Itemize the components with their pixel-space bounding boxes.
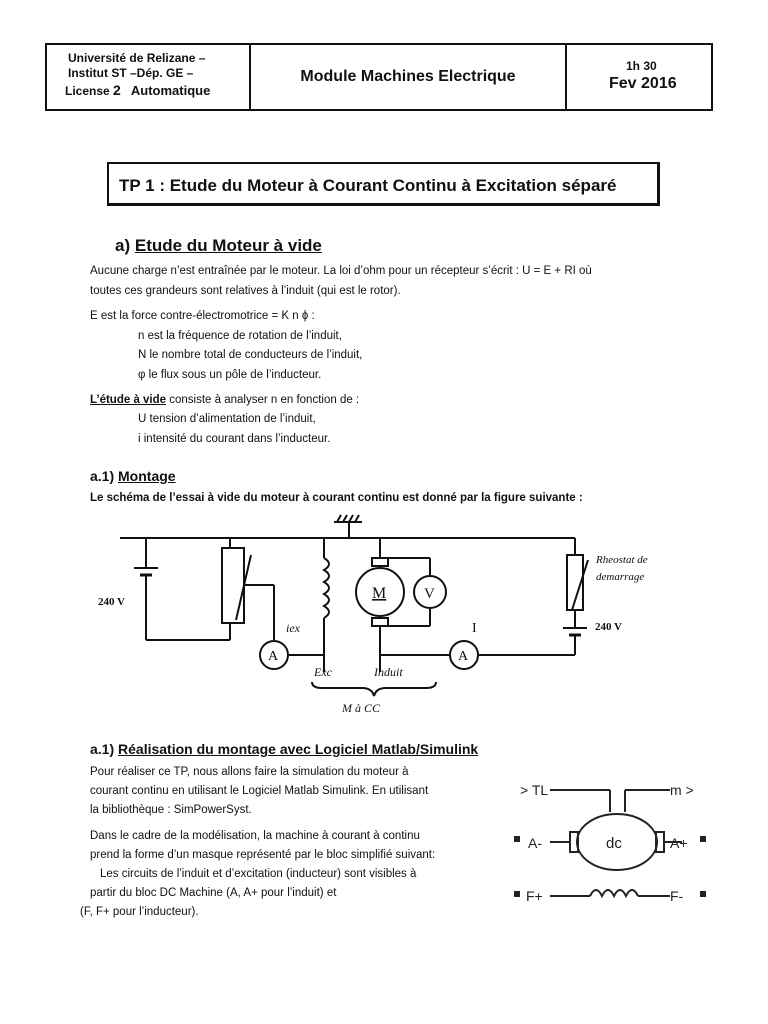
study-U: U tension d’alimentation de l’induit, xyxy=(138,413,316,425)
simulink-p2-line1: Dans le cadre de la modélisation, la machine à courant à continu xyxy=(90,830,420,842)
tp-title: TP 1 : Etude du Moteur à Courant Continu à Excitation séparé xyxy=(119,176,617,195)
exc-label: Exc xyxy=(314,665,332,679)
motor-brush-bottom xyxy=(372,618,388,626)
port-f-plus xyxy=(514,891,520,897)
ammeter-right-label: A xyxy=(458,649,469,664)
ammeter-left-label: A xyxy=(268,649,279,664)
circuit-diagram xyxy=(90,510,710,720)
institution-line2: Institut ST –Dép. GE – xyxy=(68,66,194,80)
machine-bracket xyxy=(312,682,436,696)
institution-cell xyxy=(47,45,251,109)
montage-title: Montage xyxy=(118,468,176,484)
tp-title-box xyxy=(107,162,660,206)
def-N: N le nombre total de conducteurs de l’induit, xyxy=(138,349,363,361)
dc-label: dc xyxy=(606,835,622,852)
excitation-coil xyxy=(324,558,329,618)
license-line xyxy=(47,83,249,99)
study-i: i intensité du courant dans l’inducteur. xyxy=(138,433,331,445)
duration: 1h 30 xyxy=(626,59,657,73)
study-line xyxy=(90,390,359,410)
ground-symbol xyxy=(334,515,362,538)
left-voltage-label: 240 V xyxy=(98,596,125,608)
rheostat-label-line2: demarrage xyxy=(596,571,645,583)
tl-label: > TL xyxy=(520,782,549,798)
f-minus-label: F- xyxy=(670,888,684,904)
simulink-title: Réalisation du montage avec Logiciel Matlab/Simulink xyxy=(118,741,479,757)
port-f-minus xyxy=(700,891,706,897)
current-I-label: I xyxy=(472,621,477,636)
section-a-title: Etude du Moteur à vide xyxy=(134,236,322,255)
section-a-heading xyxy=(115,236,322,256)
m-label: m > xyxy=(670,782,694,798)
montage-text: Le schéma de l’essai à vide du moteur à courant continu est donné par la figure suivante : xyxy=(90,492,583,504)
section-a-label: a) xyxy=(115,236,131,255)
montage-label: a.1) xyxy=(90,468,115,484)
simulink-p1-line1: Pour réaliser ce TP, nous allons faire la simulation du moteur à xyxy=(90,766,409,778)
rheostat-right-wiper xyxy=(572,560,588,610)
license-option: Automatique xyxy=(130,83,211,98)
rheostat-label-line1: Rheostat de xyxy=(596,554,648,566)
f-plus-label: F+ xyxy=(526,888,543,904)
rheostat-left xyxy=(222,548,244,623)
simulink-p1-line2: courant continu en utilisant le Logiciel Matlab Simulink. En utilisant xyxy=(90,785,429,797)
dc-machine-block xyxy=(510,772,710,922)
study-label: L’étude à vide xyxy=(90,394,167,406)
voltmeter-label: V xyxy=(424,586,435,602)
simulink-label: a.1) xyxy=(90,741,115,757)
license-label: License xyxy=(65,84,110,98)
machine-label: M à CC xyxy=(342,701,381,715)
simulink-p2-line2: prend la forme d’un masque représenté par le bloc simplifié suivant: xyxy=(90,849,436,861)
intro-line1: Aucune charge n’est entraînée par le moteur. La loi d’ohm pour un récepteur s’écrit : U = E + RI où xyxy=(90,265,592,277)
motor-brush-top xyxy=(372,558,388,566)
a-minus-label: A- xyxy=(528,835,542,851)
header-table xyxy=(45,43,713,111)
right-voltage-label: 240 V xyxy=(595,621,622,633)
emf-definition: E est la force contre-électromotrice = K n ϕ : xyxy=(90,310,315,322)
def-n: n est la fréquence de rotation de l’induit, xyxy=(138,330,342,342)
port-a-minus xyxy=(514,836,520,842)
study-rest: consiste à analyser n en fonction de : xyxy=(166,394,360,406)
module-title-cell xyxy=(251,45,567,109)
field-coil xyxy=(590,890,638,896)
intro-line2: toutes ces grandeurs sont relatives à l’induit (qui est le rotor). xyxy=(90,285,401,297)
simulink-p2-line5: (F, F+ pour l’inducteur). xyxy=(80,906,199,918)
montage-heading xyxy=(90,468,176,484)
a-plus-label: A+ xyxy=(670,835,688,851)
license-number: 2 xyxy=(113,82,121,98)
motor-label: M xyxy=(372,585,387,602)
iex-label: iex xyxy=(286,621,300,635)
def-phi: φ le flux sous un pôle de l’inducteur. xyxy=(138,369,322,381)
simulink-p2-line4: partir du bloc DC Machine (A, A+ pour l’induit) et xyxy=(90,887,337,899)
simulink-heading xyxy=(90,741,478,757)
simulink-p2-line3: Les circuits de l’induit et d’excitation (inducteur) sont visibles à xyxy=(100,868,417,880)
port-a-plus xyxy=(700,836,706,842)
date: Fev 2016 xyxy=(609,75,677,92)
induit-label: Induit xyxy=(374,665,403,679)
institution-line1: Université de Relizane – xyxy=(68,51,206,65)
simulink-p1-line3: la bibliothèque : SimPowerSyst. xyxy=(90,804,252,816)
module-title: Module Machines Electrique xyxy=(300,68,516,85)
date-cell xyxy=(567,45,711,109)
